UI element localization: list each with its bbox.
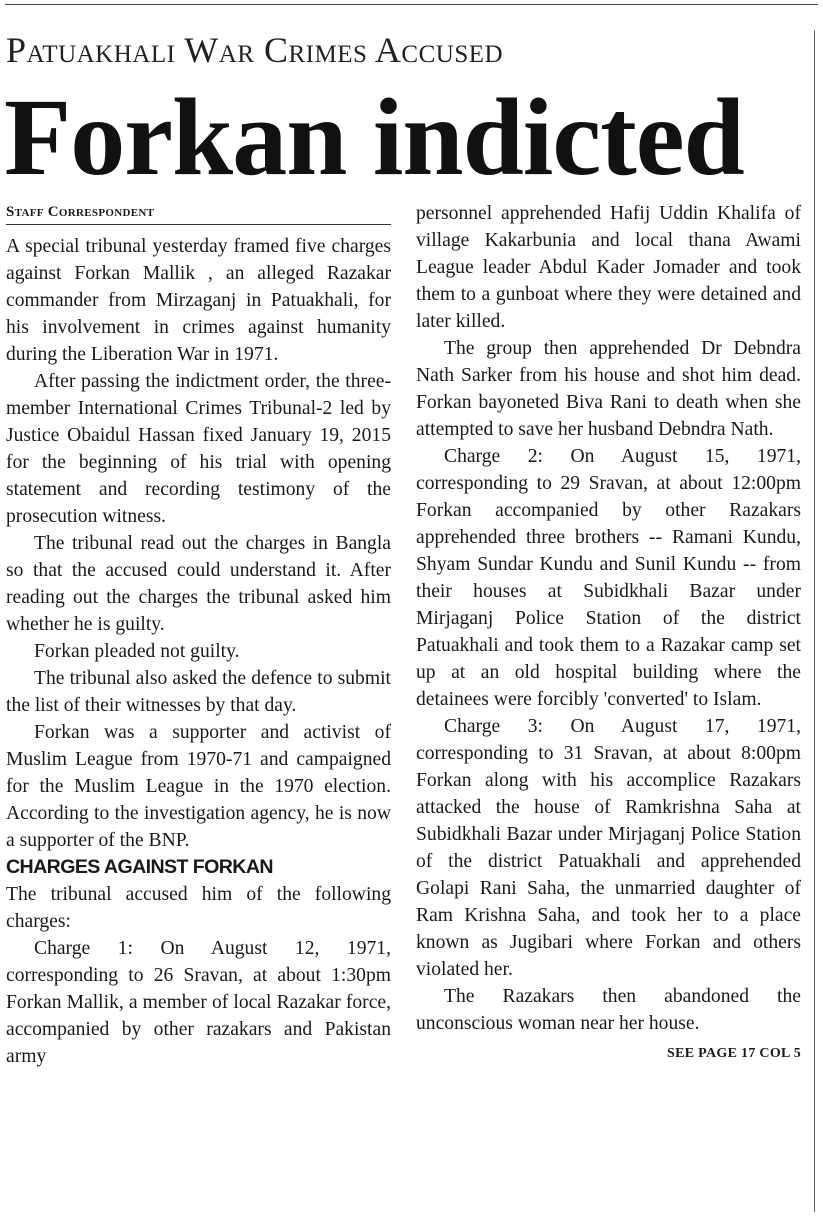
headline: Forkan indicted bbox=[4, 76, 744, 198]
paragraph: Charge 2: On August 15, 1971, corresponding to 29 Sravan, at about 12:00pm Forkan accompanied by other Razakars apprehended three brothers -- Ramani Kundu, Shyam Sundar Kundu and Sunil Kundu -- from their houses at Subidkhali Bazar under Mirjaganj Police Station of the district Patuakhali and took them to a Razakar camp set up at an old hospital building where the detainees were forcibly 'converted' to Islam. bbox=[416, 446, 801, 710]
kicker: Patuakhali War Crimes Accused bbox=[6, 30, 504, 70]
paragraph: After passing the indictment order, the three-member International Crimes Tribunal-2 led by Justice Obaidul Hassan fixed January 19, 2015 for the beginning of his trial with opening statement and recording testimony of the prosecution witness. bbox=[6, 371, 391, 527]
paragraph: Charge 3: On August 17, 1971, corresponding to 31 Sravan, at about 8:00pm Forkan along with his accomplice Razakars attacked the house of Ramkrishna Saha at Subidkhali Bazar under Mirjaganj Police Station of the district Patuakhali and apprehended Golapi Rani Saha, the unmarried daughter of Ram Krishna Saha, and took her to a place known as Jugibari where Forkan and others violated her. bbox=[416, 716, 801, 980]
paragraph: The tribunal read out the charges in Bangla so that the accused could understand it. After reading out the charges the tribunal asked him whether he is guilty. bbox=[6, 533, 391, 635]
subhead: CHARGES AGAINST FORKAN bbox=[6, 856, 273, 878]
paragraph: The Razakars then abandoned the unconscious woman near her house. bbox=[416, 986, 801, 1034]
paragraph: Forkan pleaded not guilty. bbox=[34, 641, 240, 662]
top-rule bbox=[5, 4, 818, 5]
paragraph: Forkan was a supporter and activist of Muslim League from 1970-71 and campaigned for the Muslim League in the 1970 election. According to the investigation agency, he is now a supporter of the BNP. bbox=[6, 722, 391, 851]
paragraph: A special tribunal yesterday framed five charges against Forkan Mallik , an alleged Razakar commander from Mirzaganj in Patuakhali, for his involvement in crimes against humanity during the Liberation War in 1971. bbox=[6, 236, 391, 365]
paragraph: The group then apprehended Dr Debndra Nath Sarker from his house and shot him dead. Forkan bayoneted Biva Rani to death when she attempted to save her husband Debndra Nath. bbox=[416, 338, 801, 440]
paragraph: personnel apprehended Hafij Uddin Khalifa of village Kakarbunia and local thana Awami League leader Abdul Kader Jomader and took them to a gunboat where they were detained and later killed. bbox=[416, 203, 801, 332]
left-column bbox=[6, 200, 391, 1210]
right-column bbox=[416, 200, 801, 1210]
continuation-note: SEE PAGE 17 COL 5 bbox=[667, 1046, 801, 1061]
right-rule bbox=[814, 30, 815, 1212]
paragraph: The tribunal also asked the defence to submit the list of their witnesses by that day. bbox=[6, 668, 391, 716]
paragraph: Charge 1: On August 12, 1971, corresponding to 26 Sravan, at about 1:30pm Forkan Mallik, a member of local Razakar force, accompanied by other razakars and Pakistan army bbox=[6, 938, 391, 1067]
byline: Staff Correspondent bbox=[6, 200, 391, 225]
paragraph: The tribunal accused him of the following charges: bbox=[6, 884, 391, 932]
